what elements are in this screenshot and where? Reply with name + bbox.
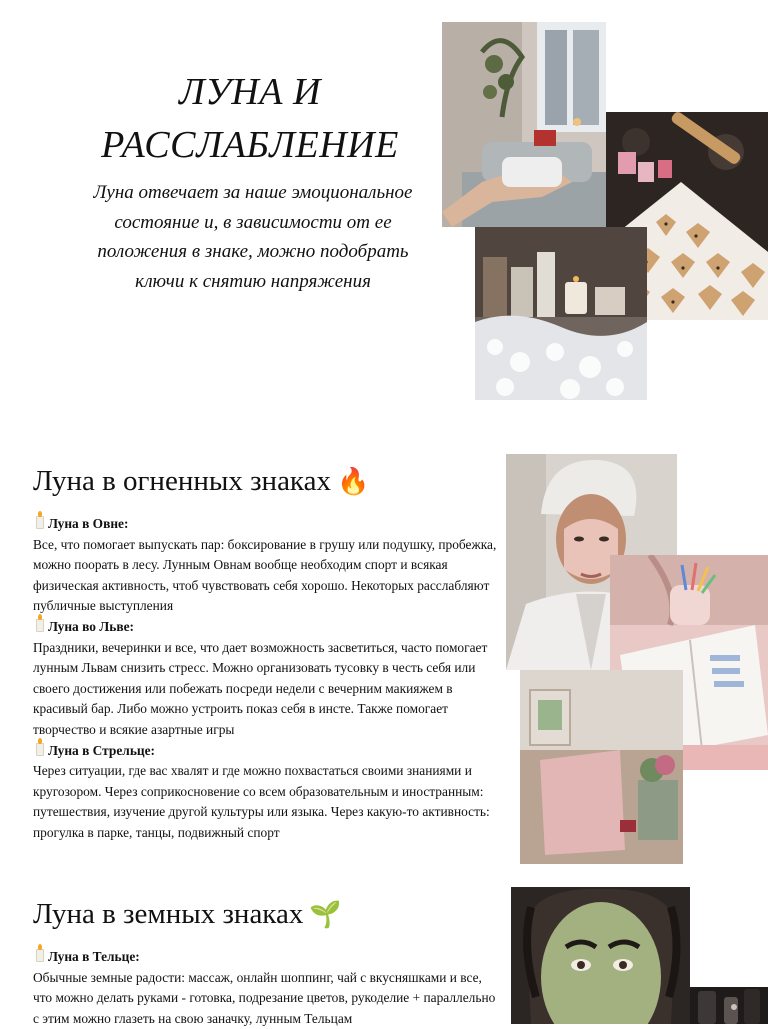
candle-icon: [36, 743, 44, 756]
aries-text: Все, что помогает выпускать пар: боксирование в грушу или подушку, пробежка, можно поорать в лесу. Лунным Овнам вообще необходим спорт и всякая физическая активность, чтоб чувствовать себя хорошо. Некоторых расслабляют публичные выступления: [33, 536, 497, 614]
leo-heading: [33, 617, 503, 638]
taurus-heading: [33, 947, 503, 968]
sagittarius-heading-text: Луна в Стрельце:: [48, 742, 156, 758]
sagittarius-text: Через ситуации, где вас хвалят и где можно похвастаться своими знаниями и кругозором. Через соприкосновение со всем образовательным и иностранным: путешествия, изучение другой культуры или языка. Через какую-то активность: прогулка в парке, танцы, подвижный спорт: [33, 763, 490, 840]
page-title-line-2: РАССЛАБЛЕНИЕ: [101, 124, 399, 166]
earth-signs-content: [33, 947, 503, 1029]
page-subtitle: Луна отвечает за наше эмоциональное состояние и, в зависимости от ее положения в знаке, можно подобрать ключи к снятию напряжения: [93, 182, 413, 292]
candle-icon: [36, 516, 44, 529]
section-title-fire-text: Луна в огненных знаках: [33, 465, 331, 497]
aries-heading: [33, 514, 503, 535]
page-title: [60, 66, 440, 172]
page-title-line-1: ЛУНА И: [179, 71, 321, 113]
fire-signs-content: [33, 514, 503, 844]
leo-text: Праздники, вечеринки и все, что дает возможность засветиться, часто помогает лунным Львам снизить стресс. Можно организовать тусовку в честь себя или своего достижения или побежать посреди недели с вечерним макияжем в красивый бар. Либо можно устроить показ себя в инсте. Также помогает творчество и всякие азартные игры: [33, 639, 488, 737]
taurus-text: Обычные земные радости: массаж, онлайн шоппинг, чай с вкусняшками и все, что можно делать руками - готовка, подрезание цветов, рукоделие + параллельно с этим можно глазеть на свою заначку, лунным Тельцам: [33, 969, 496, 1026]
aries-heading-text: Луна в Овне:: [48, 516, 129, 531]
section-title-fire: [33, 464, 369, 499]
photo-dark-bottles: [690, 987, 768, 1024]
sagittarius-heading: [33, 741, 503, 762]
photo-candles-and-bath: [475, 227, 647, 400]
seedling-icon: 🌱: [309, 900, 342, 930]
photo-green-clay-mask: [511, 887, 690, 1024]
candle-icon: [36, 949, 44, 962]
candle-icon: [36, 619, 44, 632]
photo-woman-reading-on-sofa: [442, 22, 606, 227]
fire-icon: 🔥: [336, 467, 370, 497]
taurus-heading-text: Луна в Тельце:: [48, 949, 140, 964]
photo-yoga-mat-room: [520, 670, 683, 864]
section-title-earth: [33, 897, 342, 932]
leo-heading-text: Луна во Льве:: [48, 618, 134, 634]
section-title-earth-text: Луна в земных знаках: [33, 898, 304, 930]
